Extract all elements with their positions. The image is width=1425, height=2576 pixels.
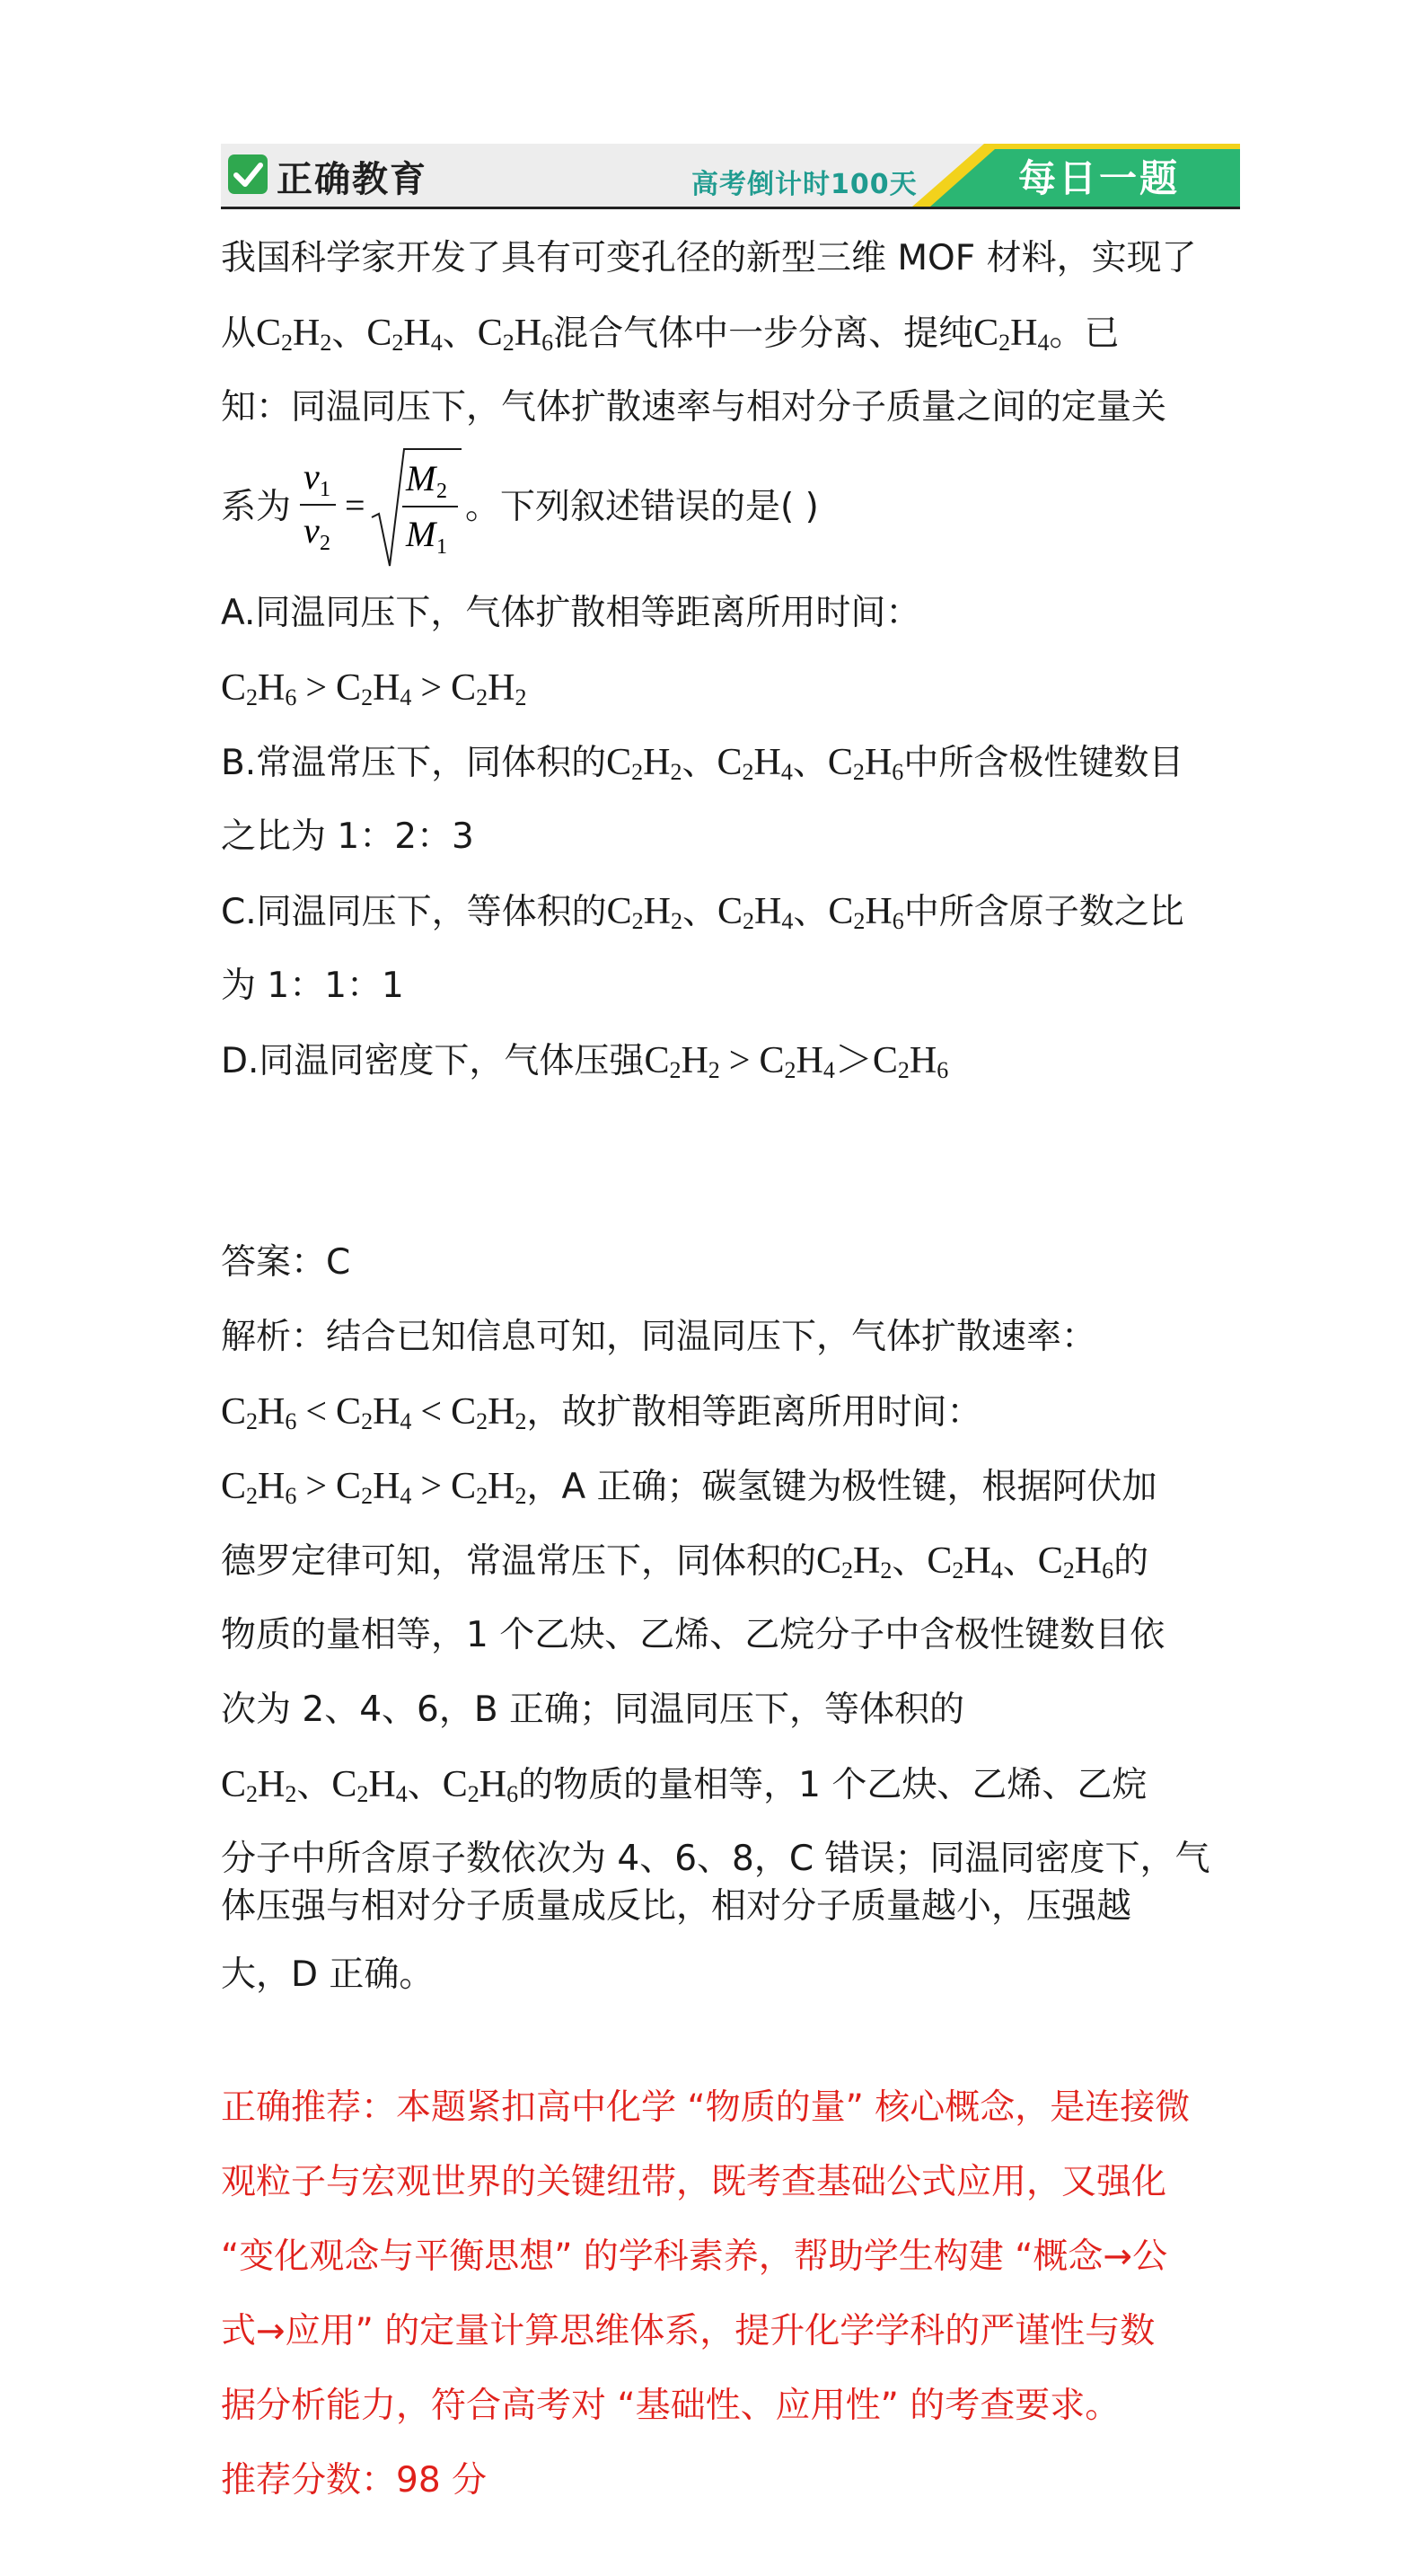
recommend-line-5: 据分析能力，符合高考对 “基础性、应用性” 的考查要求。 bbox=[221, 2386, 1121, 2426]
question-line-1: 我国科学家开发了具有可变孔径的新型三维 MOF 材料，实现了 bbox=[221, 238, 1197, 278]
header-banner bbox=[221, 144, 1240, 207]
formula-m2: M bbox=[406, 458, 436, 498]
formula-v2: v bbox=[303, 510, 320, 551]
analysis-line-2: $C_2H_6 < C_2H_4 < C_2H_2$，故扩散相等距离所用时间： bbox=[221, 1391, 982, 1434]
daily-question-badge: 每日一题 bbox=[1018, 156, 1181, 200]
diffusion-formula bbox=[300, 444, 462, 578]
analysis-line-9: 体压强与相对分子质量成反比，相对分子质量越小，压强越 bbox=[221, 1886, 1132, 1927]
analysis-line-5: 物质的量相等，1 个乙炔、乙烯、乙烷分子中含极性键数目依 bbox=[221, 1615, 1166, 1655]
option-a-line-1: A.同温同压下，气体扩散相等距离所用时间： bbox=[221, 593, 921, 633]
question-line-3: 知：同温同压下，气体扩散速率与相对分子质量之间的定量关 bbox=[221, 387, 1167, 428]
option-c-line-2: 为 1：1：1 bbox=[221, 966, 404, 1006]
check-logo-icon bbox=[228, 154, 268, 194]
analysis-line-7: $C_2H_2$、$C_2H_4$、$C_2H_6$的物质的量相等，1 个乙炔、乙烯、乙烷 bbox=[221, 1764, 1148, 1807]
recommend-line-4: 式→应用” 的定量计算思维体系，提升化学学科的严谨性与数 bbox=[221, 2311, 1156, 2351]
option-c-line-1: C.同温同压下，等体积的$C_2H_2$、$C_2H_4$、$C_2H_6$中所含原子数之比 bbox=[221, 891, 1184, 934]
analysis-line-4: 德罗定律可知，常温常压下，同体积的$C_2H_2$、$C_2H_4$、$C_2H_6$的 bbox=[221, 1540, 1149, 1584]
countdown-label: 高考倒计时100天 bbox=[691, 169, 918, 200]
formula-m1: M bbox=[406, 514, 436, 554]
question-line-2: 从$C_2H_2$、$C_2H_4$、$C_2H_6$混合气体中一步分离、提纯$C_2H_4$。已 bbox=[221, 313, 1120, 356]
question-line-4-prefix: 系为 bbox=[221, 487, 292, 527]
option-b-line-1: B.常温常压下，同体积的$C_2H_2$、$C_2H_4$、$C_2H_6$中所含极性键数目 bbox=[221, 742, 1184, 785]
analysis-line-8: 分子中所含原子数依次为 4、6、8，C 错误；同温同密度下，气 bbox=[221, 1839, 1210, 1879]
formula-v1: v bbox=[303, 456, 320, 497]
recommend-line-3: “变化观念与平衡思想” 的学科素养，帮助学生构建 “概念→公 bbox=[221, 2236, 1168, 2277]
header-divider bbox=[221, 207, 1240, 209]
formula-v2-sub: 2 bbox=[320, 532, 330, 555]
question-line-4-suffix: 。下列叙述错误的是( ) bbox=[465, 487, 819, 527]
formula-m2-sub: 2 bbox=[436, 480, 447, 503]
analysis-line-6: 次为 2、4、6，B 正确；同温同压下，等体积的 bbox=[221, 1689, 964, 1730]
analysis-line-1: 解析：结合已知信息可知，同温同压下，气体扩散速率： bbox=[221, 1317, 1097, 1357]
brand-name: 正确教育 bbox=[277, 159, 427, 200]
formula-m1-sub: 1 bbox=[436, 535, 447, 559]
option-a-line-2: $C_2H_6 > C_2H_4 > C_2H_2$ bbox=[221, 667, 527, 710]
option-b-line-2: 之比为 1：2：3 bbox=[221, 816, 474, 857]
recommend-line-1: 正确推荐：本题紧扣高中化学 “物质的量” 核心概念，是连接微 bbox=[221, 2087, 1191, 2128]
option-d-line-1: D.同温同密度下，气体压强$C_2H_2 > C_2H_4>C_2H_6$ bbox=[221, 1040, 949, 1083]
analysis-line-10: 大，D 正确。 bbox=[221, 1954, 435, 1995]
analysis-line-3: $C_2H_6 > C_2H_4 > C_2H_2$，A 正确；碳氢键为极性键，根据阿伏加 bbox=[221, 1466, 1157, 1509]
recommend-line-2: 观粒子与宏观世界的关键纽带，既考查基础公式应用，又强化 bbox=[221, 2162, 1167, 2202]
recommend-score: 推荐分数：98 分 bbox=[221, 2460, 488, 2501]
answer-label: 答案：C bbox=[221, 1242, 351, 1283]
formula-equals: = bbox=[345, 485, 365, 525]
formula-v1-sub: 1 bbox=[320, 478, 330, 501]
